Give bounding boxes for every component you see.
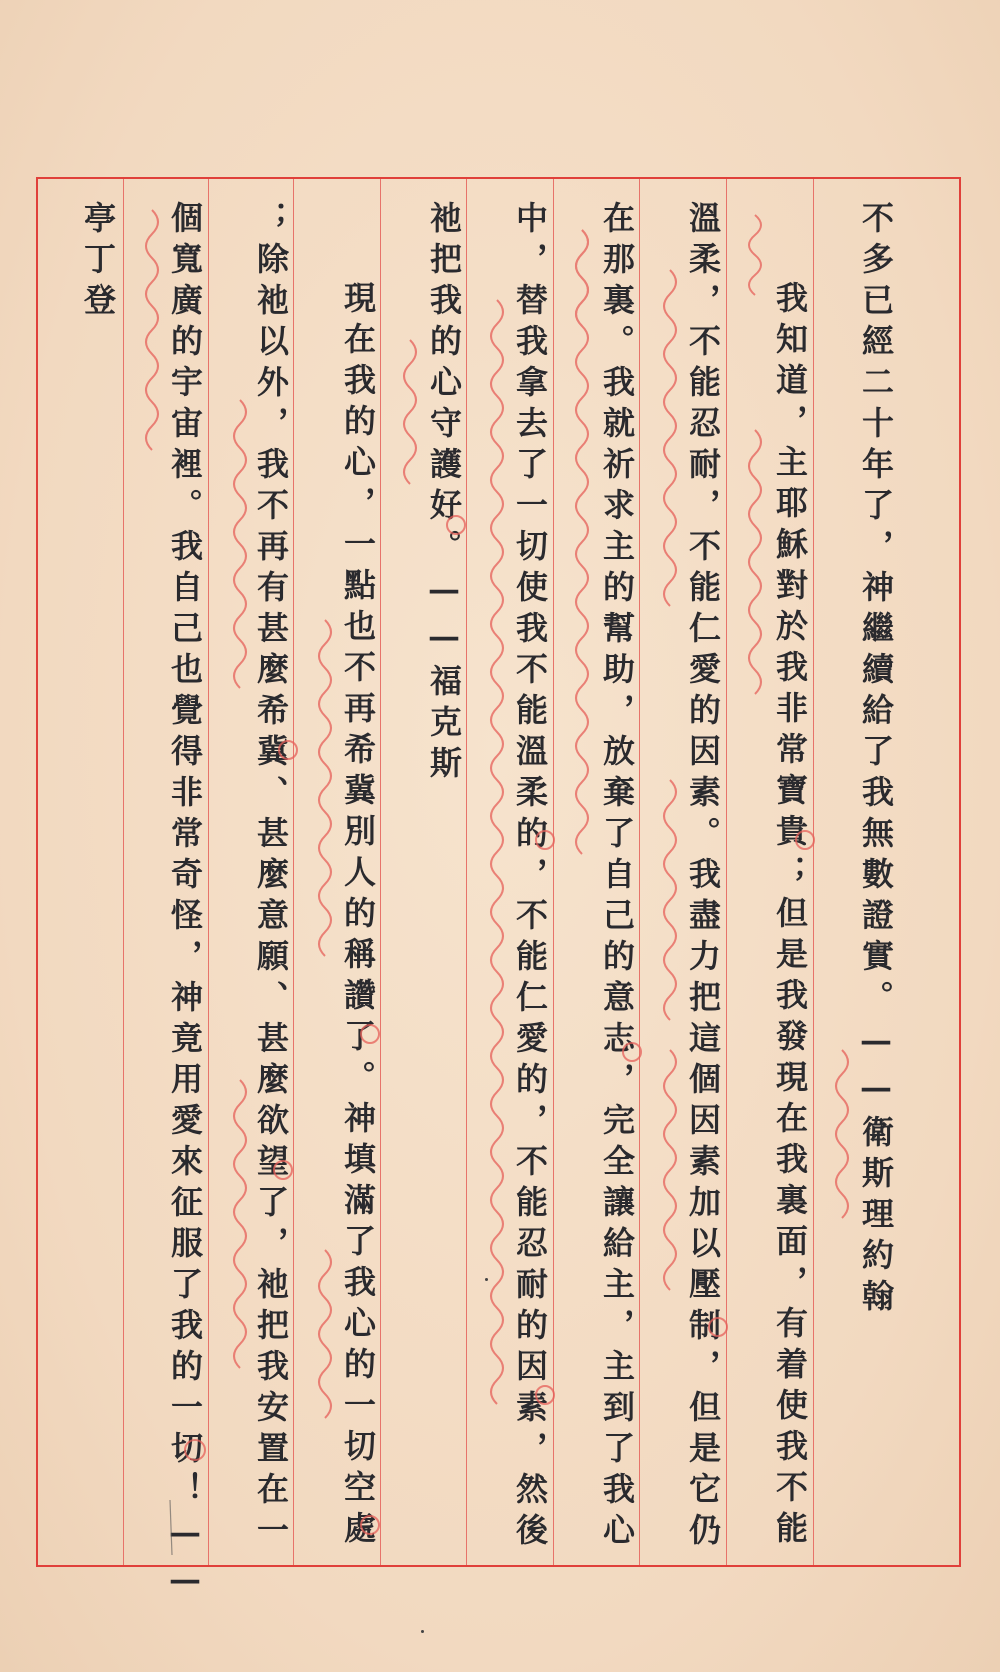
text-column-9: 個寬廣的宇宙裡。我自己也覺得非常奇怪，神竟用愛來征服了我的一切！—— bbox=[166, 201, 204, 1607]
ink-speck bbox=[421, 1630, 424, 1633]
text-column-3: 溫柔，不能忍耐，不能仁愛的因素。我盡力把這個因素加以壓制，但是它仍 bbox=[684, 201, 722, 1554]
text-column-1: 不多已經二十年了，神繼續給了我無數證實。——衛斯理約翰 bbox=[857, 201, 895, 1320]
text-column-5: 中，替我拿去了一切使我不能溫柔的，不能仁愛的，不能忍耐的因素，然後 bbox=[511, 201, 549, 1554]
text-column-7: 現在我的心，一點也不再希冀別人的稱讚了。神填滿了我心的一切空處 bbox=[339, 281, 377, 1552]
ink-speck bbox=[485, 1278, 488, 1281]
text-column-6: 祂把我的心守護好。——福克斯 bbox=[425, 201, 463, 787]
text-column-10: 亭丁登 bbox=[79, 201, 117, 324]
text-column-4: 在那裏。我就祈求主的幫助，放棄了自己的意志，完全讓給主，主到了我心 bbox=[598, 201, 636, 1554]
ruled-frame bbox=[36, 177, 961, 1607]
column-rule bbox=[123, 179, 124, 1565]
text-column-8: ；除祂以外，我不再有甚麼希冀、甚麼意願、甚麼欲望了，祂把我安置在一 bbox=[252, 201, 290, 1554]
text-column-2: 我知道，主耶穌對於我非常寶貴；但是我發現在我裏面，有着使我不能 bbox=[771, 281, 809, 1552]
